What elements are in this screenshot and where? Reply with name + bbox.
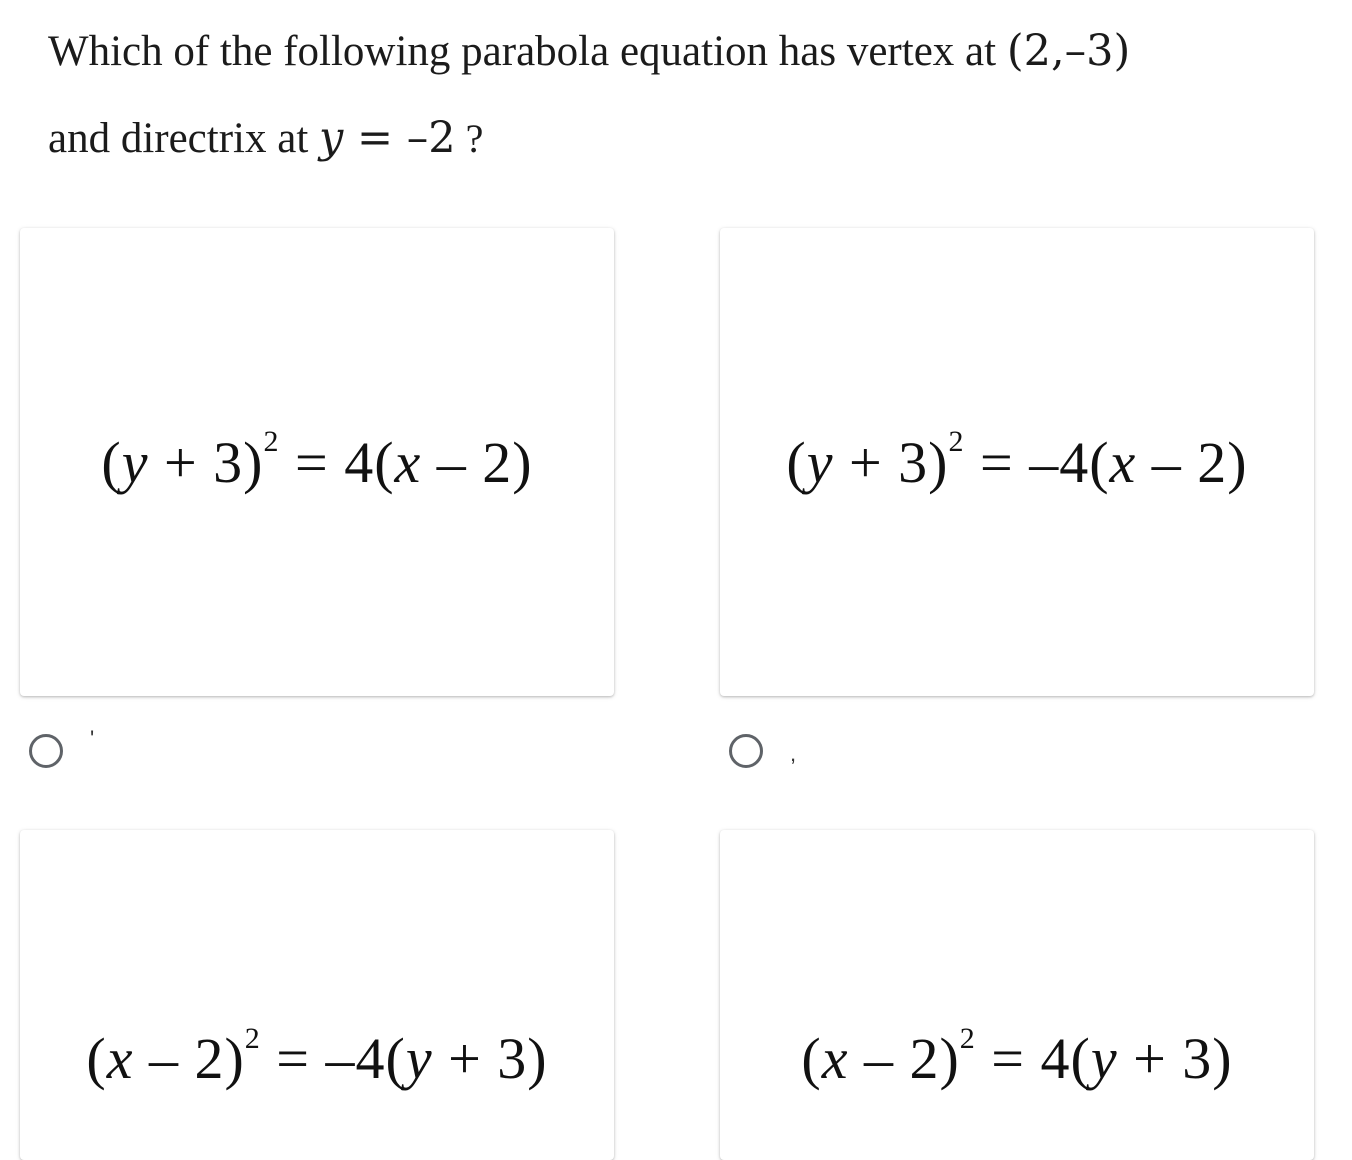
option-a-radio[interactable] [29, 734, 63, 768]
eq-d-var2: y [1090, 1026, 1118, 1091]
eq-a-mid: + 3) [148, 429, 264, 495]
option-a-equation [101, 425, 533, 496]
eq-b-left: ( [786, 429, 807, 495]
eq-d-exponent: 2 [959, 1021, 976, 1055]
question-mark: ? [455, 116, 484, 161]
option-card-b[interactable] [720, 228, 1314, 696]
eq-a-rhs-post: – 2) [421, 429, 533, 495]
eq-d-left: ( [801, 1026, 822, 1091]
vertex-value: (2,–3) [1006, 26, 1131, 76]
option-card-d[interactable] [720, 830, 1314, 1160]
eq-d-rhs-pre: = 4( [975, 1026, 1091, 1091]
eq-c-exponent: 2 [244, 1021, 261, 1055]
option-d-equation [720, 1021, 1314, 1092]
option-b-label: , [790, 741, 797, 766]
eq-a-var1: y [121, 429, 149, 495]
eq-c-rhs-post: + 3) [432, 1026, 548, 1091]
question-text [48, 8, 1328, 182]
option-b-equation [786, 425, 1248, 496]
option-card-c[interactable] [20, 830, 614, 1160]
eq-b-rhs-post: – 2) [1136, 429, 1248, 495]
option-card-a[interactable] [20, 228, 614, 696]
eq-b-var1: y [806, 429, 834, 495]
option-b-radio[interactable] [729, 734, 763, 768]
eq-d-rhs-post: + 3) [1117, 1026, 1233, 1091]
eq-d-var1: x [821, 1026, 849, 1091]
eq-b-mid: + 3) [833, 429, 949, 495]
option-c-equation [20, 1021, 614, 1092]
eq-d-mid: – 2) [848, 1026, 960, 1091]
eq-c-mid: – 2) [133, 1026, 245, 1091]
question-line-1 [48, 8, 1328, 95]
eq-a-left: ( [101, 429, 122, 495]
eq-c-rhs-pre: = –4( [260, 1026, 406, 1091]
eq-a-var2: x [394, 429, 422, 495]
directrix-variable: y [319, 113, 344, 163]
question-line-2 [48, 95, 1328, 182]
eq-c-left: ( [86, 1026, 107, 1091]
eq-b-rhs-pre: = –4( [964, 429, 1110, 495]
question-line-1-text: Which of the following parabola equation has vertex at [48, 28, 997, 75]
eq-c-var2: y [405, 1026, 433, 1091]
question-line-2-text: and directrix at [48, 115, 309, 162]
option-a-label: ' [90, 726, 95, 751]
eq-a-rhs-pre: = 4( [279, 429, 395, 495]
eq-b-var2: x [1109, 429, 1137, 495]
eq-c-var1: x [106, 1026, 134, 1091]
eq-b-exponent: 2 [948, 425, 965, 459]
directrix-value: = –2 [343, 113, 456, 163]
eq-a-exponent: 2 [263, 425, 280, 459]
